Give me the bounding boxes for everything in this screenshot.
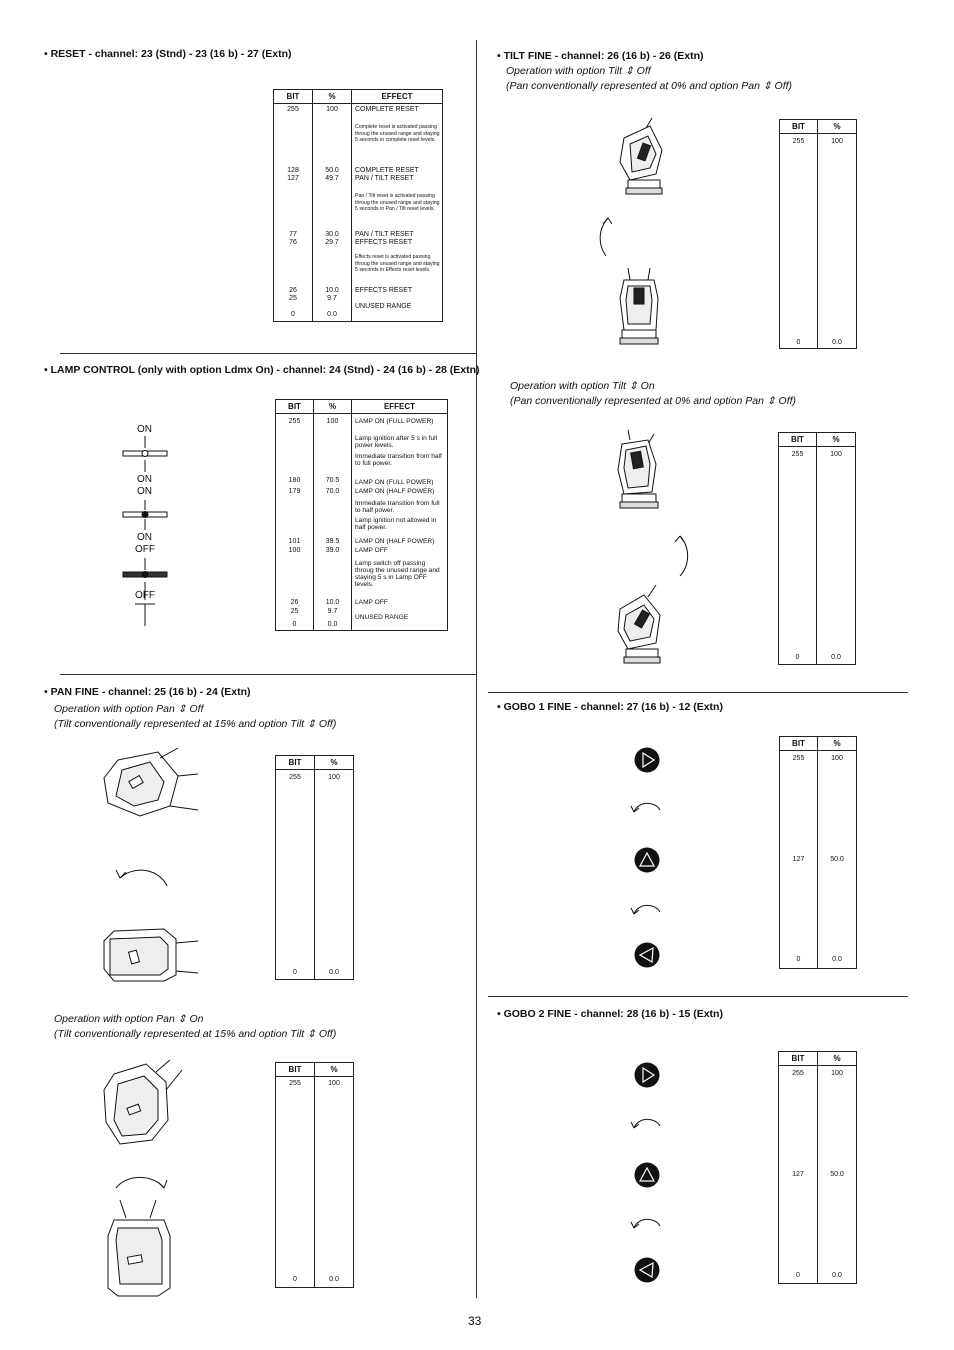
gobo2-col-bit: BIT (779, 1052, 818, 1066)
pan-fine-note2-line2: (Tilt conventionally represented at 15% and option Tilt ⇕ Off) (54, 1028, 337, 1040)
lamp-col-pct: % (314, 400, 352, 414)
lamp-bit: 101 (288, 538, 301, 545)
gobo2-pct: 100 (831, 1070, 843, 1077)
reset-pct: 10.0 (325, 287, 339, 294)
pan-fine-heading: • PAN FINE - channel: 25 (16 b) - 24 (Extn) (44, 686, 251, 698)
lamp-pct: 70.5 (325, 477, 340, 484)
moving-head-illustration (614, 430, 664, 512)
reset-pct: 9.7 (327, 295, 337, 302)
gobo-triangle-left-icon (634, 1257, 660, 1283)
lamp-bit: 0 (292, 621, 297, 628)
reset-effect: UNUSED RANGE (355, 303, 412, 310)
reset-col-pct: % (313, 90, 352, 104)
pan-fine-pct: 0.0 (329, 1276, 339, 1283)
divider-reset-lamp (60, 353, 476, 354)
rotation-arrow-icon (630, 1114, 664, 1136)
moving-head-illustration (616, 118, 672, 198)
pan-fine-pct: 0.0 (329, 969, 339, 976)
moving-head-illustration (100, 1060, 190, 1150)
reset-effect: EFFECTS RESET (355, 287, 413, 294)
tilt-fine-note2 (510, 379, 796, 409)
divider-gobo1-gobo2 (488, 996, 908, 997)
lamp-bit: 25 (290, 608, 299, 615)
reset-pct: 30.0 (325, 231, 339, 238)
reset-bit: 0 (291, 311, 295, 318)
gobo2-bit: 127 (792, 1171, 804, 1178)
vertical-divider (476, 40, 477, 1298)
tilt-fine-bit: 255 (791, 451, 804, 458)
gobo2-table (778, 1051, 857, 1284)
tilt-fine-note2-line1: Operation with option Tilt ⇕ On (510, 380, 655, 392)
lamp-effect: LAMP ON (HALF POWER) (355, 538, 435, 545)
gobo-play-icon (634, 1062, 660, 1088)
reset-effect: PAN / TILT RESET (355, 175, 414, 182)
tilt-fine-col-bit: BIT (780, 120, 818, 134)
pan-fine-col-bit: BIT (276, 756, 315, 770)
tilt-fine-note1-line1: Operation with option Tilt ⇕ Off (506, 65, 651, 77)
reset-bit: 127 (287, 175, 299, 182)
gobo1-bit: 127 (792, 856, 805, 863)
lamp-switch-diagram (118, 436, 178, 628)
rotation-arrow-icon (600, 214, 620, 258)
pan-fine-note1 (54, 702, 336, 732)
tilt-fine-pct: 100 (830, 451, 842, 458)
tilt-fine-pct: 0.0 (831, 654, 841, 661)
tilt-fine-pct: 0.0 (832, 339, 842, 346)
gobo2-bit: 255 (792, 1070, 804, 1077)
gobo-triangle-left-icon (634, 942, 660, 968)
gobo1-col-pct: % (818, 737, 857, 751)
switch-label: OFF (135, 590, 155, 601)
moving-head-illustration (616, 268, 662, 348)
pan-fine-bit: 0 (293, 1276, 297, 1283)
lamp-effect-note: Immediate transition from half to full power. (355, 453, 442, 467)
pan-fine-col-pct: % (315, 1063, 354, 1077)
switch-label: ON (137, 474, 152, 485)
pan-fine-bit: 255 (289, 774, 301, 781)
moving-head-illustration (100, 1200, 180, 1300)
gobo1-table (779, 736, 857, 969)
lamp-pct: 0.0 (327, 621, 338, 628)
gobo1-bit: 0 (796, 956, 801, 963)
rotation-arrow-icon (672, 532, 692, 578)
tilt-fine-bit: 255 (792, 138, 805, 145)
reset-table (273, 89, 443, 322)
tilt-fine-pct: 100 (831, 138, 843, 145)
tilt-fine-col-pct: % (817, 433, 856, 447)
lamp-pct: 10.0 (325, 599, 340, 606)
reset-bit: 128 (287, 167, 299, 174)
lamp-effect-note: Lamp ignition not allowed in half power. (355, 517, 437, 531)
pan-fine-pct: 100 (328, 1080, 340, 1087)
reset-effect-note: Pan / Tilt reset is activated passing throug the unused range and staying 5 seconds in Pan / Tilt reset levels. (355, 193, 440, 212)
page-number: 33 (468, 1314, 482, 1328)
reset-effect: PAN / TILT RESET (355, 231, 414, 238)
reset-effect: COMPLETE RESET (355, 106, 419, 113)
gobo1-bit: 255 (792, 755, 805, 762)
divider-lamp-pan (60, 674, 476, 675)
gobo1-col-bit: BIT (780, 737, 818, 751)
tilt-fine-table-2 (778, 432, 856, 665)
tilt-fine-table-1 (779, 119, 857, 349)
gobo2-bit: 0 (796, 1272, 800, 1279)
reset-bit: 25 (289, 295, 297, 302)
reset-effect-note: Complete reset is activated passing throug the unused range and staying 5 seconds in complete reset levels. (355, 124, 440, 143)
lamp-effect: LAMP ON (HALF POWER) (355, 488, 435, 495)
tilt-fine-col-bit: BIT (779, 433, 817, 447)
reset-pct: 0.0 (327, 311, 337, 318)
gobo1-pct: 0.0 (832, 956, 842, 963)
pan-fine-table-1 (275, 755, 354, 980)
gobo-triangle-up-icon (634, 847, 660, 873)
pan-fine-note2 (54, 1012, 336, 1042)
lamp-table (275, 399, 448, 631)
rotation-arrow-icon (112, 1166, 172, 1198)
pan-fine-bit: 255 (289, 1080, 301, 1087)
lamp-effect: LAMP ON (FULL POWER) (355, 479, 434, 486)
tilt-fine-note2-line2: (Pan conventionally represented at 0% and option Pan ⇕ Off) (510, 395, 797, 407)
lamp-pct: 100 (326, 418, 339, 425)
lamp-effect: LAMP ON (FULL POWER) (355, 418, 434, 425)
tilt-fine-heading: • TILT FINE - channel: 26 (16 b) - 26 (Extn) (497, 50, 704, 62)
switch-label: ON (137, 532, 152, 543)
switch-label: ON (137, 486, 152, 497)
rotation-arrow-icon (630, 798, 664, 820)
lamp-effect: LAMP OFF (355, 599, 388, 606)
tilt-fine-col-pct: % (818, 120, 857, 134)
lamp-effect-note: Lamp switch off passing throug the unused range and staying 5 s in Lamp OFF levels. (355, 560, 440, 588)
pan-fine-col-pct: % (315, 756, 354, 770)
moving-head-illustration (100, 748, 200, 823)
moving-head-illustration (100, 925, 200, 987)
tilt-fine-note1 (506, 64, 792, 94)
pan-fine-note1-line2: (Tilt conventionally represented at 15% and option Tilt ⇕ Off) (54, 718, 337, 730)
pan-fine-pct: 100 (328, 774, 340, 781)
reset-bit: 26 (289, 287, 297, 294)
lamp-pct: 9.7 (327, 608, 338, 615)
lamp-bit: 180 (288, 477, 301, 484)
lamp-heading: • LAMP CONTROL (only with option Ldmx On) - channel: 24 (Stnd) - 24 (16 b) - 28 (Extn) (44, 364, 480, 376)
gobo2-pct: 50.0 (830, 1171, 844, 1178)
reset-pct: 49.7 (325, 175, 339, 182)
tilt-fine-note1-line2: (Pan conventionally represented at 0% and option Pan ⇕ Off) (506, 80, 793, 92)
lamp-bit: 26 (290, 599, 299, 606)
switch-label: ON (137, 424, 152, 435)
gobo-play-icon (634, 747, 660, 773)
pan-fine-note1-line1: Operation with option Pan ⇕ Off (54, 703, 204, 715)
lamp-pct: 70.0 (325, 488, 340, 495)
lamp-effect-note: Immediate transition from full to half power. (355, 500, 440, 514)
lamp-effect: UNUSED RANGE (355, 614, 409, 621)
gobo2-pct: 0.0 (832, 1272, 842, 1279)
reset-effect: EFFECTS RESET (355, 239, 413, 246)
reset-col-effect: EFFECT (352, 90, 443, 104)
tilt-fine-bit: 0 (795, 654, 800, 661)
gobo1-pct: 100 (831, 755, 843, 762)
lamp-col-bit: BIT (276, 400, 314, 414)
reset-pct: 50.0 (325, 167, 339, 174)
reset-bit: 77 (289, 231, 297, 238)
reset-effect-note: Effects reset is activated passing throug the unused range and staying 5 seconds in Effects reset levels. (355, 254, 440, 273)
reset-col-bit: BIT (274, 90, 313, 104)
lamp-bit: 179 (288, 488, 301, 495)
switch-label: OFF (135, 544, 155, 555)
reset-heading: • RESET - channel: 23 (Stnd) - 23 (16 b) - 27 (Extn) (44, 48, 292, 60)
lamp-bit: 255 (288, 418, 301, 425)
gobo2-col-pct: % (818, 1052, 857, 1066)
rotation-arrow-icon (112, 858, 172, 890)
gobo1-heading: • GOBO 1 FINE - channel: 27 (16 b) - 12 (Extn) (497, 701, 723, 713)
gobo-triangle-up-icon (634, 1162, 660, 1188)
reset-pct: 100 (326, 106, 338, 113)
reset-bit: 76 (289, 239, 297, 246)
reset-effect: COMPLETE RESET (355, 167, 419, 174)
lamp-pct: 39.0 (325, 547, 340, 554)
lamp-bit: 100 (288, 547, 301, 554)
pan-fine-bit: 0 (293, 969, 297, 976)
lamp-effect-note: Lamp ignition after 5 s in full power levels. (355, 435, 438, 449)
moving-head-illustration (614, 585, 670, 669)
pan-fine-note2-line1: Operation with option Pan ⇕ On (54, 1013, 204, 1025)
reset-bit: 255 (287, 106, 299, 113)
gobo2-heading: • GOBO 2 FINE - channel: 28 (16 b) - 15 (Extn) (497, 1008, 723, 1020)
rotation-arrow-icon (630, 1214, 664, 1236)
tilt-fine-bit: 0 (796, 339, 801, 346)
rotation-arrow-icon (630, 900, 664, 922)
pan-fine-col-bit: BIT (276, 1063, 315, 1077)
pan-fine-table-2 (275, 1062, 354, 1288)
lamp-pct: 39.5 (325, 538, 340, 545)
gobo1-pct: 50.0 (830, 856, 844, 863)
lamp-effect: LAMP OFF (355, 547, 388, 554)
reset-pct: 29.7 (325, 239, 339, 246)
divider-tilt-gobo1 (488, 692, 908, 693)
lamp-col-effect: EFFECT (352, 400, 448, 414)
